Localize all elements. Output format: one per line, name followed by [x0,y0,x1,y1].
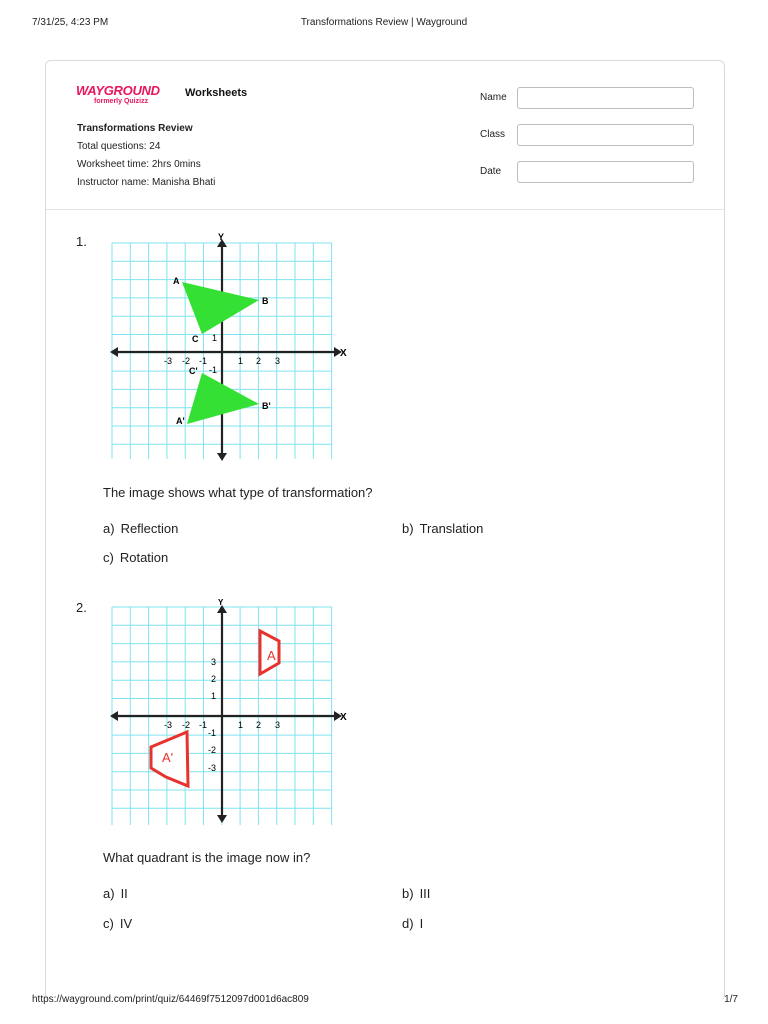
tick-y-neg1: -1 [208,728,217,738]
option-b[interactable]: b) Translation [402,521,484,536]
x-axis-label: X [340,348,347,359]
logo-text: WAYGROUND [76,83,160,98]
tick-x-2: 2 [256,356,262,366]
worksheet-header [46,61,724,210]
tick-x-1: 1 [238,356,244,366]
name-field[interactable] [517,87,694,109]
name-label: Name [480,92,507,103]
option-a[interactable]: a) Reflection [103,521,179,536]
tick-x-3: 3 [275,720,281,730]
worksheet-title: Transformations Review [77,123,193,134]
tick-y-neg2: -2 [208,745,217,755]
label-b: B [262,296,269,306]
date-label: Date [480,166,502,177]
worksheet-time: Worksheet time: 2hrs 0mins [77,159,201,170]
print-footer [0,990,768,1010]
x-axis-label: X [340,712,347,723]
tick-x-neg2: -2 [182,356,191,366]
logo-subtitle: formerly Quizizz [94,98,149,105]
worksheet-card [45,60,725,1001]
section-label: Worksheets [185,87,248,99]
question-text: The image shows what type of transformation? [103,485,373,500]
tick-x-3: 3 [275,356,281,366]
print-title: Transformations Review | Wayground [300,17,468,28]
tick-x-neg3: -3 [164,356,173,366]
label-a-prime: A' [176,416,185,426]
tick-x-1: 1 [238,720,244,730]
label-a: A [173,276,180,286]
y-axis-label: Y [218,232,225,242]
question-number: 2. [76,600,87,615]
option-c[interactable]: c) IV [103,916,133,931]
instructor-name: Instructor name: Manisha Bhati [77,177,216,188]
tick-x-neg1: -1 [199,720,208,730]
question-text: What quadrant is the image now in? [103,850,311,865]
tick-y-1: 1 [211,691,217,701]
print-date: 7/31/25, 4:23 PM [32,17,109,28]
option-d[interactable]: d) I [402,916,424,931]
label-a-prime: A' [162,750,174,765]
question-number: 1. [76,234,87,249]
print-header [0,0,768,40]
y-axis-label: Y [218,598,224,607]
wayground-logo [76,82,160,105]
tick-y-neg3: -3 [208,763,217,773]
tick-x-2: 2 [256,720,262,730]
tick-y-1: 1 [212,333,218,343]
worksheet-meta [77,120,215,192]
class-field[interactable] [517,124,694,146]
tick-y-neg1: -1 [209,365,218,375]
question-1-figure [102,231,352,465]
label-c: C [192,334,199,344]
tick-x-neg1: -1 [199,356,208,366]
option-a[interactable]: a) II [103,886,128,901]
label-a: A [267,648,276,663]
tick-y-3: 3 [211,657,217,667]
total-questions: Total questions: 24 [77,141,161,152]
label-b-prime: B' [262,401,271,411]
tick-y-2: 2 [211,674,217,684]
print-url: https://wayground.com/print/quiz/64469f7512097d001d6ac809 [32,994,309,1005]
page-number: 1/7 [724,994,738,1005]
label-c-prime: C' [189,366,198,376]
tick-x-neg3: -3 [164,720,173,730]
tick-x-neg2: -2 [182,720,191,730]
question-2-figure [102,597,352,827]
class-label: Class [480,129,506,140]
date-field[interactable] [517,161,694,183]
option-c[interactable]: c) Rotation [103,550,169,565]
option-b[interactable]: b) III [402,886,431,901]
